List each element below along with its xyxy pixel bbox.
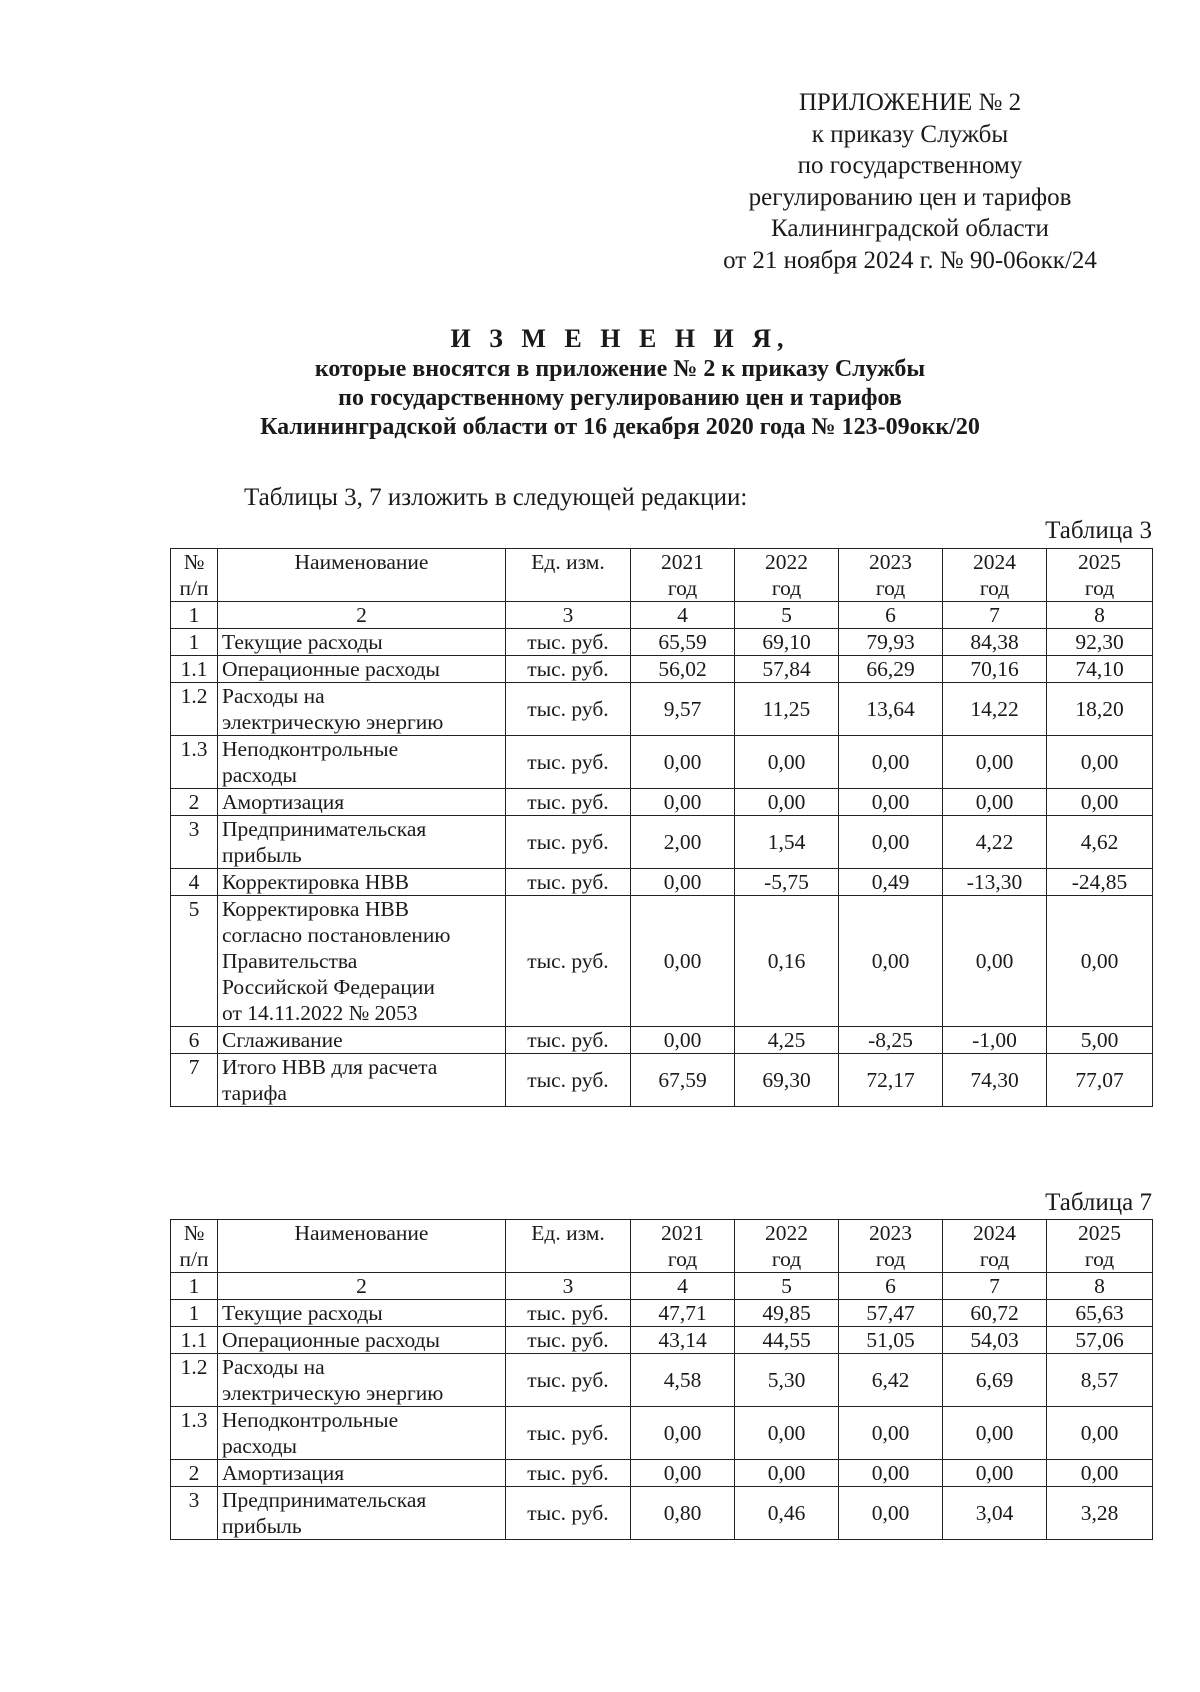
row-number: 1.3 (171, 736, 218, 789)
row-value: 4,25 (735, 1027, 839, 1054)
cell-line: 2022 (765, 550, 808, 574)
cell-line: 2024 (973, 1221, 1016, 1245)
table-7-caption: Таблица 7 (1045, 1189, 1152, 1216)
row-value: 84,38 (943, 629, 1047, 656)
cell-line: прибыль (222, 1514, 302, 1538)
row-value: 69,30 (735, 1054, 839, 1107)
row-value: 3,28 (1047, 1487, 1153, 1540)
appendix-line: к приказу Службы (811, 120, 1009, 148)
table-row (171, 789, 1153, 816)
heading-line: Калининградской области от 16 декабря 2020 года № 123-09окк/20 (260, 414, 980, 440)
row-value: 5,00 (1047, 1027, 1153, 1054)
cell-line: 2022 (765, 1221, 808, 1245)
appendix-line: Калининградской области (771, 215, 1049, 243)
cell-line: Предпринимательская (222, 817, 427, 841)
table-3-caption: Таблица 3 (1045, 517, 1152, 544)
heading-line: по государственному регулированию цен и тарифов (338, 385, 902, 411)
row-value: 14,22 (943, 683, 1047, 736)
appendix-reference (700, 87, 1120, 277)
row-value: 0,00 (839, 816, 943, 869)
table-row (171, 1054, 1153, 1107)
row-value: 74,10 (1047, 656, 1153, 683)
row-value: 79,93 (839, 629, 943, 656)
cell-line: год (667, 1247, 698, 1271)
row-value: 72,17 (839, 1054, 943, 1107)
row-unit: тыс. руб. (506, 656, 631, 683)
column-number: 1 (171, 1273, 218, 1300)
row-value: 51,05 (839, 1327, 943, 1354)
row-value: 0,00 (735, 1407, 839, 1460)
table-row (171, 896, 1153, 1027)
cell-line: 2024 (973, 550, 1016, 574)
header-year (1047, 549, 1153, 602)
appendix-line: ПРИЛОЖЕНИЕ № 2 (798, 89, 1022, 116)
row-value: 0,00 (631, 869, 735, 896)
row-value: 0,00 (631, 736, 735, 789)
row-unit: тыс. руб. (506, 1327, 631, 1354)
row-number: 1.2 (171, 1354, 218, 1407)
row-value: 0,00 (631, 789, 735, 816)
cell-line: Текущие расходы (222, 1301, 383, 1325)
header-unit: Ед. изм. (506, 549, 631, 602)
row-value: 70,16 (943, 656, 1047, 683)
cell-line: 2025 (1078, 550, 1121, 574)
row-value: 11,25 (735, 683, 839, 736)
row-value: 74,30 (943, 1054, 1047, 1107)
cell-line: Итого НВВ для расчета (222, 1055, 438, 1079)
row-value: 6,69 (943, 1354, 1047, 1407)
table-7-body (171, 1220, 1153, 1540)
row-unit: тыс. руб. (506, 869, 631, 896)
cell-line: год (771, 576, 802, 600)
column-number: 6 (839, 1273, 943, 1300)
row-value: 0,00 (943, 1407, 1047, 1460)
table-row (171, 629, 1153, 656)
cell-line: Корректировка НВВ (222, 870, 410, 894)
row-value: 69,10 (735, 629, 839, 656)
header-num (171, 549, 218, 602)
row-value: 65,63 (1047, 1300, 1153, 1327)
row-number: 7 (171, 1054, 218, 1107)
row-value: 0,00 (943, 736, 1047, 789)
row-value: 0,00 (735, 789, 839, 816)
cell-line: п/п (179, 1247, 209, 1271)
cell-line: № (183, 1221, 205, 1245)
row-value: -1,00 (943, 1027, 1047, 1054)
column-number: 5 (735, 602, 839, 629)
cell-line: Операционные расходы (222, 1328, 441, 1352)
table-row (171, 1327, 1153, 1354)
header-year (839, 549, 943, 602)
table-row (171, 1354, 1153, 1407)
row-number: 3 (171, 816, 218, 869)
cell-line: 2023 (869, 1221, 912, 1245)
row-number: 1.3 (171, 1407, 218, 1460)
row-value: 0,00 (1047, 736, 1153, 789)
row-value: 0,00 (1047, 896, 1153, 1027)
row-name (218, 1327, 506, 1354)
row-value: 67,59 (631, 1054, 735, 1107)
row-value: 0,00 (631, 896, 735, 1027)
row-value: 18,20 (1047, 683, 1153, 736)
row-value: 1,54 (735, 816, 839, 869)
cell-line: год (771, 1247, 802, 1271)
header-year (943, 549, 1047, 602)
row-value: 0,00 (631, 1027, 735, 1054)
cell-line: Амортизация (222, 1461, 345, 1485)
row-number: 1.2 (171, 683, 218, 736)
column-number: 3 (506, 602, 631, 629)
row-value: 4,62 (1047, 816, 1153, 869)
header-year (839, 1220, 943, 1273)
cell-line: год (875, 576, 906, 600)
column-number: 4 (631, 602, 735, 629)
row-value: 8,57 (1047, 1354, 1153, 1407)
row-unit: тыс. руб. (506, 629, 631, 656)
row-value: 0,00 (735, 736, 839, 789)
heading-line: которые вносятся в приложение № 2 к приказу Службы (314, 356, 926, 382)
cell-line: согласно постановлению (222, 923, 451, 947)
table-7 (170, 1219, 1153, 1540)
row-value: 4,22 (943, 816, 1047, 869)
row-value: 57,47 (839, 1300, 943, 1327)
row-unit: тыс. руб. (506, 736, 631, 789)
cell-line: тарифа (222, 1081, 287, 1105)
row-name (218, 1460, 506, 1487)
row-value: 57,84 (735, 656, 839, 683)
cell-line: Амортизация (222, 790, 345, 814)
cell-line: год (979, 576, 1010, 600)
cell-line: Текущие расходы (222, 630, 383, 654)
cell-line: год (875, 1247, 906, 1271)
table-header-row (171, 549, 1153, 602)
cell-line: Сглаживание (222, 1028, 343, 1052)
appendix-line: регулированию цен и тарифов (748, 183, 1072, 211)
column-number: 1 (171, 602, 218, 629)
cell-line: расходы (222, 1434, 297, 1458)
row-number: 3 (171, 1487, 218, 1540)
header-year (735, 549, 839, 602)
row-number: 1.1 (171, 656, 218, 683)
cell-line: № (183, 550, 205, 574)
row-value: 0,00 (1047, 1460, 1153, 1487)
row-value: 43,14 (631, 1327, 735, 1354)
row-unit: тыс. руб. (506, 816, 631, 869)
row-name (218, 1054, 506, 1107)
row-unit: тыс. руб. (506, 1487, 631, 1540)
cell-line: Предпринимательская (222, 1488, 427, 1512)
row-value: 5,30 (735, 1354, 839, 1407)
row-value: -5,75 (735, 869, 839, 896)
row-name (218, 1487, 506, 1540)
table-row (171, 1300, 1153, 1327)
row-value: 0,00 (839, 789, 943, 816)
cell-line: расходы (222, 763, 297, 787)
cell-line: год (979, 1247, 1010, 1271)
row-value: -13,30 (943, 869, 1047, 896)
row-unit: тыс. руб. (506, 1300, 631, 1327)
column-number: 7 (943, 602, 1047, 629)
row-unit: тыс. руб. (506, 1054, 631, 1107)
document-heading (170, 323, 1070, 442)
appendix-line: от 21 ноября 2024 г. № 90-06окк/24 (723, 246, 1097, 274)
row-value: 57,06 (1047, 1327, 1153, 1354)
table-3-body (171, 549, 1153, 1107)
row-value: 0,00 (631, 1460, 735, 1487)
header-num (171, 1220, 218, 1273)
row-number: 1.1 (171, 1327, 218, 1354)
row-value: 0,00 (943, 1460, 1047, 1487)
table-row (171, 1407, 1153, 1460)
row-unit: тыс. руб. (506, 1460, 631, 1487)
row-value: 6,42 (839, 1354, 943, 1407)
table-row (171, 656, 1153, 683)
cell-line: 2023 (869, 550, 912, 574)
row-value: 54,03 (943, 1327, 1047, 1354)
row-value: 0,00 (839, 1407, 943, 1460)
row-name (218, 1300, 506, 1327)
row-name (218, 656, 506, 683)
cell-line: год (667, 576, 698, 600)
cell-line: Корректировка НВВ (222, 897, 410, 921)
cell-line: Российской Федерации (222, 975, 435, 999)
table-3 (170, 548, 1153, 1107)
row-value: 49,85 (735, 1300, 839, 1327)
cell-line: прибыль (222, 843, 302, 867)
cell-line: электрическую энергию (222, 710, 444, 734)
column-number-row (171, 1273, 1153, 1300)
row-unit: тыс. руб. (506, 789, 631, 816)
row-value: 66,29 (839, 656, 943, 683)
cell-line: Неподконтрольные (222, 737, 399, 761)
row-name (218, 1354, 506, 1407)
cell-line: год (1084, 576, 1115, 600)
row-value: 3,04 (943, 1487, 1047, 1540)
column-number: 8 (1047, 1273, 1153, 1300)
column-number: 5 (735, 1273, 839, 1300)
cell-line: 2021 (661, 1221, 704, 1245)
cell-line: 2021 (661, 550, 704, 574)
row-name (218, 629, 506, 656)
row-value: 56,02 (631, 656, 735, 683)
row-value: 60,72 (943, 1300, 1047, 1327)
row-unit: тыс. руб. (506, 1354, 631, 1407)
row-value: 4,58 (631, 1354, 735, 1407)
row-value: 0,00 (735, 1460, 839, 1487)
row-value: 0,46 (735, 1487, 839, 1540)
row-number: 2 (171, 1460, 218, 1487)
table-row (171, 736, 1153, 789)
row-name (218, 1027, 506, 1054)
header-name: Наименование (218, 1220, 506, 1273)
column-number: 2 (218, 602, 506, 629)
cell-line: Правительства (222, 949, 358, 973)
row-value: 0,00 (839, 1460, 943, 1487)
row-value: 44,55 (735, 1327, 839, 1354)
header-name: Наименование (218, 549, 506, 602)
row-unit: тыс. руб. (506, 1407, 631, 1460)
row-value: 0,49 (839, 869, 943, 896)
table-row (171, 1027, 1153, 1054)
table-header-row (171, 1220, 1153, 1273)
cell-line: Операционные расходы (222, 657, 441, 681)
column-number: 6 (839, 602, 943, 629)
document-title: И З М Е Н Е Н И Я, (450, 324, 790, 353)
row-unit: тыс. руб. (506, 1027, 631, 1054)
row-unit: тыс. руб. (506, 896, 631, 1027)
cell-line: Расходы на (222, 684, 325, 708)
row-value: 2,00 (631, 816, 735, 869)
row-value: 65,59 (631, 629, 735, 656)
cell-line: п/п (179, 576, 209, 600)
row-name (218, 736, 506, 789)
row-name (218, 896, 506, 1027)
table-row (171, 1487, 1153, 1540)
row-value: -24,85 (1047, 869, 1153, 896)
row-value: 0,00 (1047, 789, 1153, 816)
row-name (218, 789, 506, 816)
row-number: 4 (171, 869, 218, 896)
row-value: 0,80 (631, 1487, 735, 1540)
row-name (218, 683, 506, 736)
column-number: 4 (631, 1273, 735, 1300)
column-number-row (171, 602, 1153, 629)
table-row (171, 869, 1153, 896)
row-value: 13,64 (839, 683, 943, 736)
cell-line: Неподконтрольные (222, 1408, 399, 1432)
table-row (171, 683, 1153, 736)
row-value: 0,00 (1047, 1407, 1153, 1460)
header-year (1047, 1220, 1153, 1273)
appendix-line: по государственному (797, 152, 1023, 180)
row-value: 0,00 (943, 896, 1047, 1027)
row-value: 47,71 (631, 1300, 735, 1327)
header-year (631, 1220, 735, 1273)
row-value: 9,57 (631, 683, 735, 736)
row-number: 2 (171, 789, 218, 816)
intro-text: Таблицы 3, 7 изложить в следующей редакции: (244, 484, 748, 511)
table-row (171, 816, 1153, 869)
header-year (943, 1220, 1047, 1273)
cell-line: от 14.11.2022 № 2053 (222, 1001, 418, 1025)
header-year (735, 1220, 839, 1273)
row-value: 0,00 (943, 789, 1047, 816)
cell-line: 2025 (1078, 1221, 1121, 1245)
row-value: 0,00 (839, 1487, 943, 1540)
cell-line: Расходы на (222, 1355, 325, 1379)
row-name (218, 1407, 506, 1460)
column-number: 3 (506, 1273, 631, 1300)
row-number: 1 (171, 1300, 218, 1327)
row-number: 5 (171, 896, 218, 1027)
row-unit: тыс. руб. (506, 683, 631, 736)
column-number: 7 (943, 1273, 1047, 1300)
row-value: 0,00 (839, 896, 943, 1027)
row-name (218, 816, 506, 869)
column-number: 8 (1047, 602, 1153, 629)
header-unit: Ед. изм. (506, 1220, 631, 1273)
row-value: -8,25 (839, 1027, 943, 1054)
row-number: 1 (171, 629, 218, 656)
cell-line: электрическую энергию (222, 1381, 444, 1405)
row-value: 0,00 (631, 1407, 735, 1460)
cell-line: год (1084, 1247, 1115, 1271)
row-value: 0,16 (735, 896, 839, 1027)
row-value: 0,00 (839, 736, 943, 789)
column-number: 2 (218, 1273, 506, 1300)
row-number: 6 (171, 1027, 218, 1054)
table-row (171, 1460, 1153, 1487)
row-value: 77,07 (1047, 1054, 1153, 1107)
row-value: 92,30 (1047, 629, 1153, 656)
row-name (218, 869, 506, 896)
header-year (631, 549, 735, 602)
